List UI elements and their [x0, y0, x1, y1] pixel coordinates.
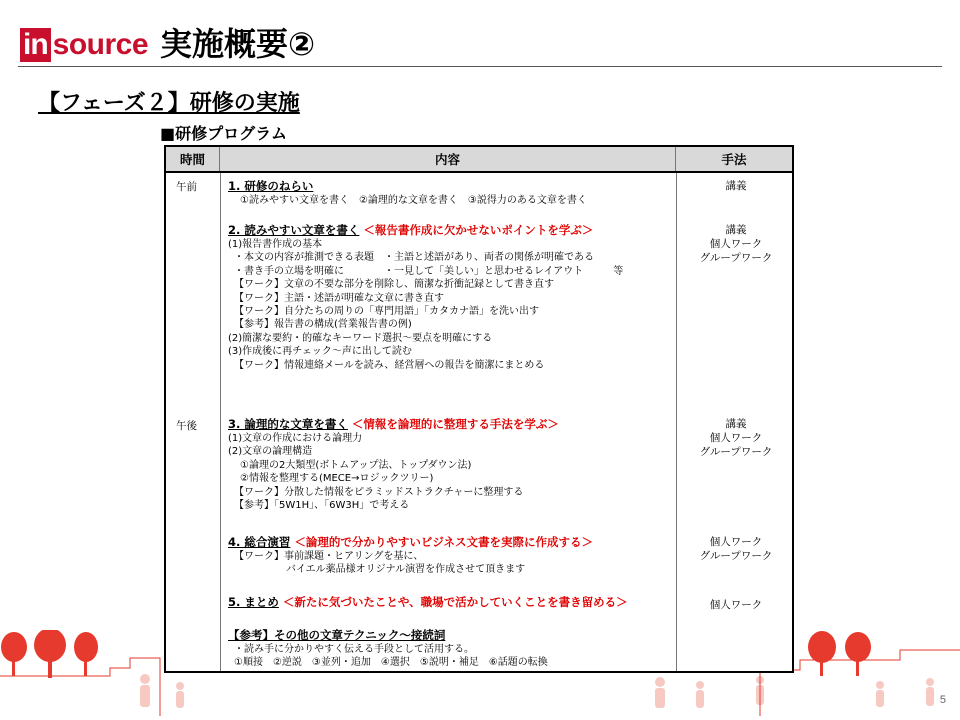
section-3-line: ②情報を整理する(MECE→ロジックツリー) [240, 473, 434, 485]
section-2-line: (2)簡潔な要約・的確なキーワード選択～要点を明確にする [228, 332, 493, 344]
logo-in-mark: in [20, 28, 51, 62]
reference-line: ①順接 ②逆説 ③並列・追加 ④選択 ⑤説明・補足 ⑥話題の転換 [234, 657, 548, 669]
section-5-note: ＜新たに気づいたことや、職場で活かしていくことを書き留める＞ [282, 595, 628, 609]
page-number: 5 [939, 694, 946, 706]
reference-title [228, 628, 678, 643]
section-4-line: バイエル薬品様オリジナル演習を作成させて頂きます [286, 564, 526, 576]
title-divider [18, 66, 942, 67]
section-3-heading: 3. 論理的な文章を書く [228, 417, 348, 431]
section-5 [228, 595, 678, 610]
program-table [164, 145, 794, 673]
section-5-title [228, 595, 678, 610]
column-divider-time [220, 173, 221, 671]
time-afternoon: 午後 [176, 420, 197, 432]
section-5-heading: 5. まとめ [228, 595, 279, 609]
section-3-line: 【参考】「5W1H」、「6W3H」で考える [234, 500, 410, 512]
section-1-methods [678, 179, 794, 193]
section-3-line: (1)文章の作成における論理力 [228, 433, 363, 444]
section-2-line: 【ワーク】情報連絡メールを読み、経営層への報告を簡潔にまとめる [234, 359, 545, 371]
section-2-line: (1)報告書作成の基本 [228, 239, 323, 250]
section-1-line-1: ①読みやすい文章を書く ②論理的な文章を書く ③説得力のある文章を書く [240, 195, 587, 206]
section-3 [228, 417, 678, 512]
section-4-heading: 4. 総合演習 [228, 535, 291, 549]
section-1-heading: 1. 研修のねらい [228, 179, 314, 193]
section-4 [228, 535, 678, 577]
method-item: 個人ワーク [709, 599, 763, 611]
section-2-line: 【ワーク】文章の不要な部分を削除し、簡潔な折衝記録として書き直す [234, 279, 554, 291]
section-4-methods [678, 535, 794, 563]
method-item: グループワーク [699, 446, 773, 458]
section-2-note: ＜報告書作成に欠かせないポイントを学ぶ＞ [363, 223, 594, 237]
method-item: 個人ワーク [709, 432, 763, 444]
method-item: 講義 [725, 224, 747, 236]
section-3-line: 【ワーク】分散した情報をピラミッドストラクチャーに整理する [234, 486, 524, 498]
method-item: 講義 [725, 418, 747, 430]
reference-line: ・読み手に分かりやすく伝える手段として活用する。 [234, 644, 474, 655]
section-1-title [228, 179, 678, 194]
section-2-title [228, 223, 678, 238]
slide-title: 実施概要② [160, 25, 316, 63]
section-2-line: 【ワーク】自分たちの周りの「専門用語」「カタカナ語」を洗い出す [234, 306, 539, 318]
section-4-line: 【ワーク】事前課題・ヒアリングを基に、 [234, 551, 424, 562]
method-item: グループワーク [699, 252, 773, 264]
section-3-title [228, 417, 678, 432]
section-2 [228, 223, 678, 372]
method-item: 個人ワーク [709, 536, 763, 548]
people-silhouettes [140, 674, 934, 708]
section-3-line: (2)文章の論理構造 [228, 446, 313, 458]
method-item: 個人ワーク [709, 238, 763, 250]
section-4-title [228, 535, 678, 550]
logo-wordmark: source [52, 28, 149, 61]
section-2-line: ・書き手の立場を明確に ・一見して「美しい」と思わせるレイアウト 等 [234, 265, 624, 277]
section-2-line: (3)作成後に再チェック～声に出して読む [228, 346, 412, 358]
time-morning: 午前 [176, 181, 197, 193]
header-time: 時間 [166, 147, 220, 171]
section-1 [228, 179, 678, 207]
section-2-heading: 2. 読みやすい文章を書く [228, 223, 360, 237]
section-3-methods [678, 417, 794, 459]
phase-heading: 【フェーズ２】研修の実施 [38, 91, 300, 116]
section-4-note: ＜論理的で分かりやすいビジネス文書を実際に作成する＞ [294, 535, 594, 549]
program-heading: ■研修プログラム [160, 124, 287, 143]
section-3-line: ①論理の2大類型(ボトムアップ法、トップダウン法) [240, 459, 472, 471]
header-content: 内容 [220, 147, 676, 171]
section-reference [228, 628, 678, 670]
reference-heading: 【参考】その他の文章テクニック～接続詞 [228, 628, 446, 642]
section-2-line: 【参考】報告書の構成(営業報告書の例) [234, 319, 412, 331]
header-method: 手法 [721, 152, 747, 167]
section-3-note: ＜情報を論理的に整理する手法を学ぶ＞ [351, 417, 559, 431]
method-item: 講義 [725, 180, 747, 192]
section-2-line: 【ワーク】主語・述語が明確な文章に書き直す [234, 292, 444, 304]
section-5-methods [678, 598, 794, 612]
section-2-methods [678, 223, 794, 265]
table-header-row [166, 147, 792, 173]
method-item: グループワーク [699, 550, 773, 562]
insource-logo [20, 28, 148, 62]
section-2-line: ・本文の内容が推測できる表題 ・主語と述語があり、両者の関係が明確である [234, 252, 594, 264]
